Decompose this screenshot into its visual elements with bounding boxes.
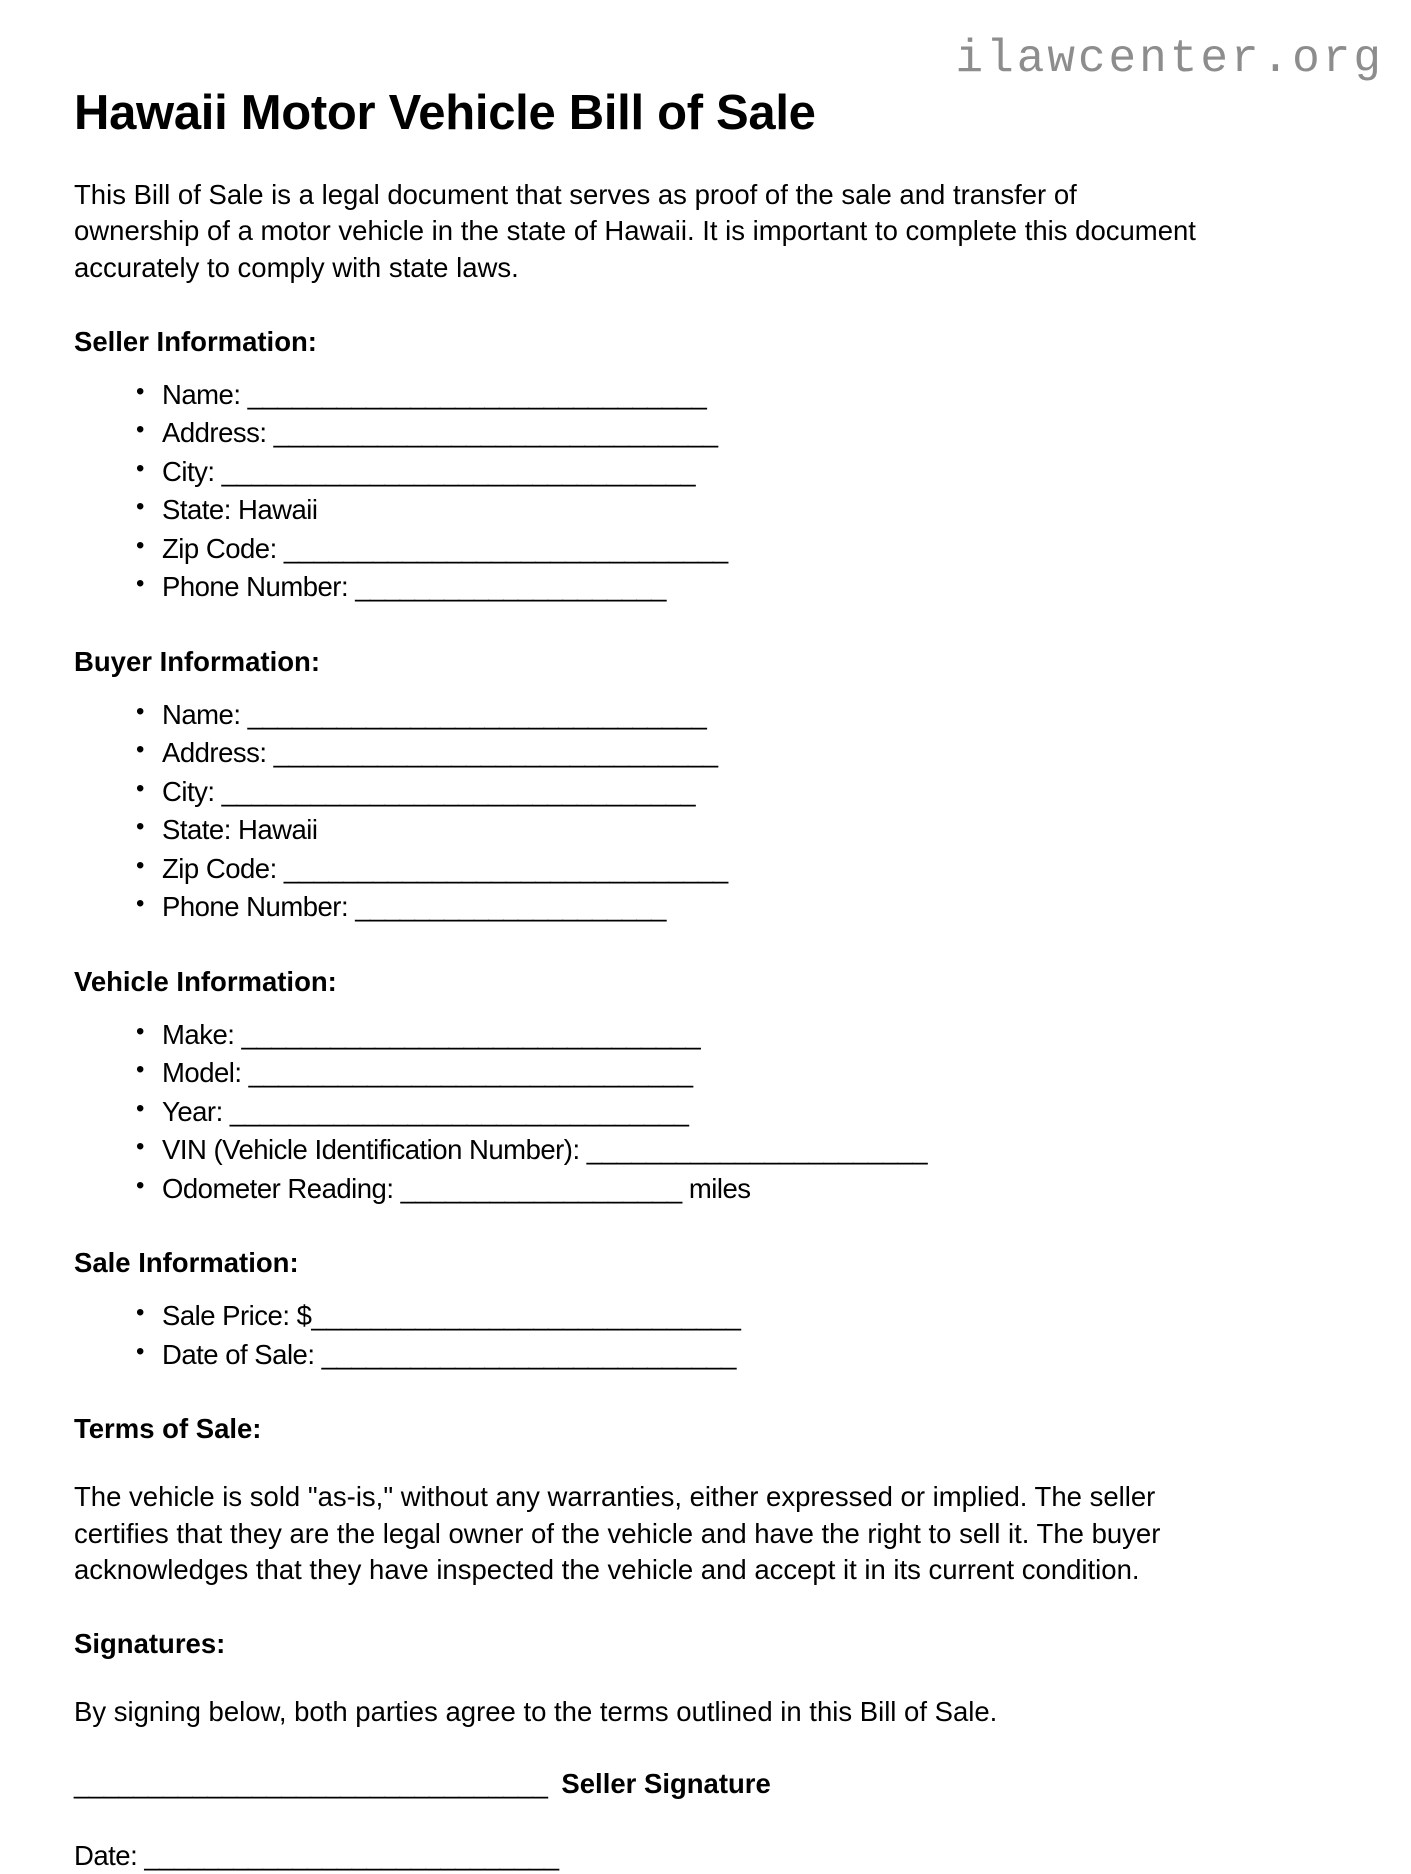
list-item	[136, 1016, 1344, 1055]
seller-information-list	[74, 358, 1344, 607]
seller-date-line	[74, 1802, 1344, 1874]
buyer-information-list	[74, 678, 1344, 927]
list-item	[136, 1170, 1344, 1209]
vehicle-year-field[interactable]: Year: _______________________________	[162, 1095, 689, 1127]
list-item	[136, 414, 1344, 453]
list-item	[136, 811, 1344, 850]
buyer-address-field[interactable]: Address: ______________________________	[162, 737, 718, 769]
list-item	[136, 888, 1344, 927]
vehicle-model-field[interactable]: Model: ______________________________	[162, 1057, 693, 1089]
list-item	[136, 1131, 1344, 1170]
vehicle-information-list	[74, 998, 1344, 1209]
list-item	[136, 850, 1344, 889]
list-item	[136, 1297, 1344, 1336]
seller-information-heading: Seller Information:	[74, 325, 317, 357]
list-item	[136, 773, 1344, 812]
signatures-intro-paragraph: By signing below, both parties agree to the terms outlined in this Bill of Sale.	[74, 1695, 998, 1727]
seller-address-field[interactable]: Address: ______________________________	[162, 417, 718, 449]
signatures-heading: Signatures:	[74, 1627, 226, 1659]
buyer-information-heading: Buyer Information:	[74, 645, 320, 677]
list-item	[136, 1054, 1344, 1093]
seller-signature-field[interactable]: ________________________________	[74, 1768, 548, 1800]
seller-state-field: State: Hawaii	[162, 494, 318, 526]
sale-information-heading: Sale Information:	[74, 1247, 299, 1279]
vehicle-information-heading: Vehicle Information:	[74, 965, 337, 997]
page-title: Hawaii Motor Vehicle Bill of Sale	[74, 86, 816, 140]
list-item	[136, 453, 1344, 492]
vehicle-vin-field[interactable]: VIN (Vehicle Identification Number): _______________________	[162, 1134, 928, 1166]
buyer-name-field[interactable]: Name: _______________________________	[162, 698, 707, 730]
intro-paragraph: This Bill of Sale is a legal document that serves as proof of the sale and transfer of ownership of a motor vehicle in the state of Hawaii. It is important to complete this document accurately to comply with state laws.	[74, 178, 1196, 283]
list-item	[136, 376, 1344, 415]
sale-price-field[interactable]: Sale Price: $_____________________________	[162, 1300, 741, 1332]
buyer-state-field: State: Hawaii	[162, 814, 318, 846]
list-item	[136, 1093, 1344, 1132]
site-watermark: ilawcenter.org	[955, 33, 1384, 85]
seller-phone-field[interactable]: Phone Number: _____________________	[162, 571, 666, 603]
buyer-phone-field[interactable]: Phone Number: _____________________	[162, 891, 666, 923]
sale-date-field[interactable]: Date of Sale: ____________________________	[162, 1338, 736, 1370]
seller-signature-label: Seller Signature	[561, 1768, 771, 1800]
seller-zip-field[interactable]: Zip Code: ______________________________	[162, 532, 728, 564]
seller-date-field[interactable]: Date: ____________________________	[74, 1840, 559, 1872]
terms-of-sale-heading: Terms of Sale:	[74, 1413, 262, 1445]
list-item	[136, 734, 1344, 773]
terms-of-sale-paragraph: The vehicle is sold "as-is," without any warranties, either expressed or implied. The seller certifies that they are the legal owner of the vehicle and have the right to sell it. The buyer acknowledges that they have inspected the vehicle and accept it in its current condition.	[74, 1481, 1161, 1586]
buyer-zip-field[interactable]: Zip Code: ______________________________	[162, 852, 728, 884]
vehicle-odometer-field[interactable]: Odometer Reading: ___________________ miles	[162, 1172, 751, 1204]
seller-city-field[interactable]: City: ________________________________	[162, 455, 696, 487]
list-item	[136, 568, 1344, 607]
sale-information-list	[74, 1279, 1344, 1374]
list-item	[136, 530, 1344, 569]
seller-signature-line	[74, 1730, 1344, 1802]
list-item	[136, 696, 1344, 735]
vehicle-make-field[interactable]: Make: _______________________________	[162, 1018, 701, 1050]
document-content	[74, 0, 1344, 1874]
buyer-city-field[interactable]: City: ________________________________	[162, 775, 696, 807]
seller-name-field[interactable]: Name: _______________________________	[162, 378, 707, 410]
list-item	[136, 491, 1344, 530]
list-item	[136, 1336, 1344, 1375]
